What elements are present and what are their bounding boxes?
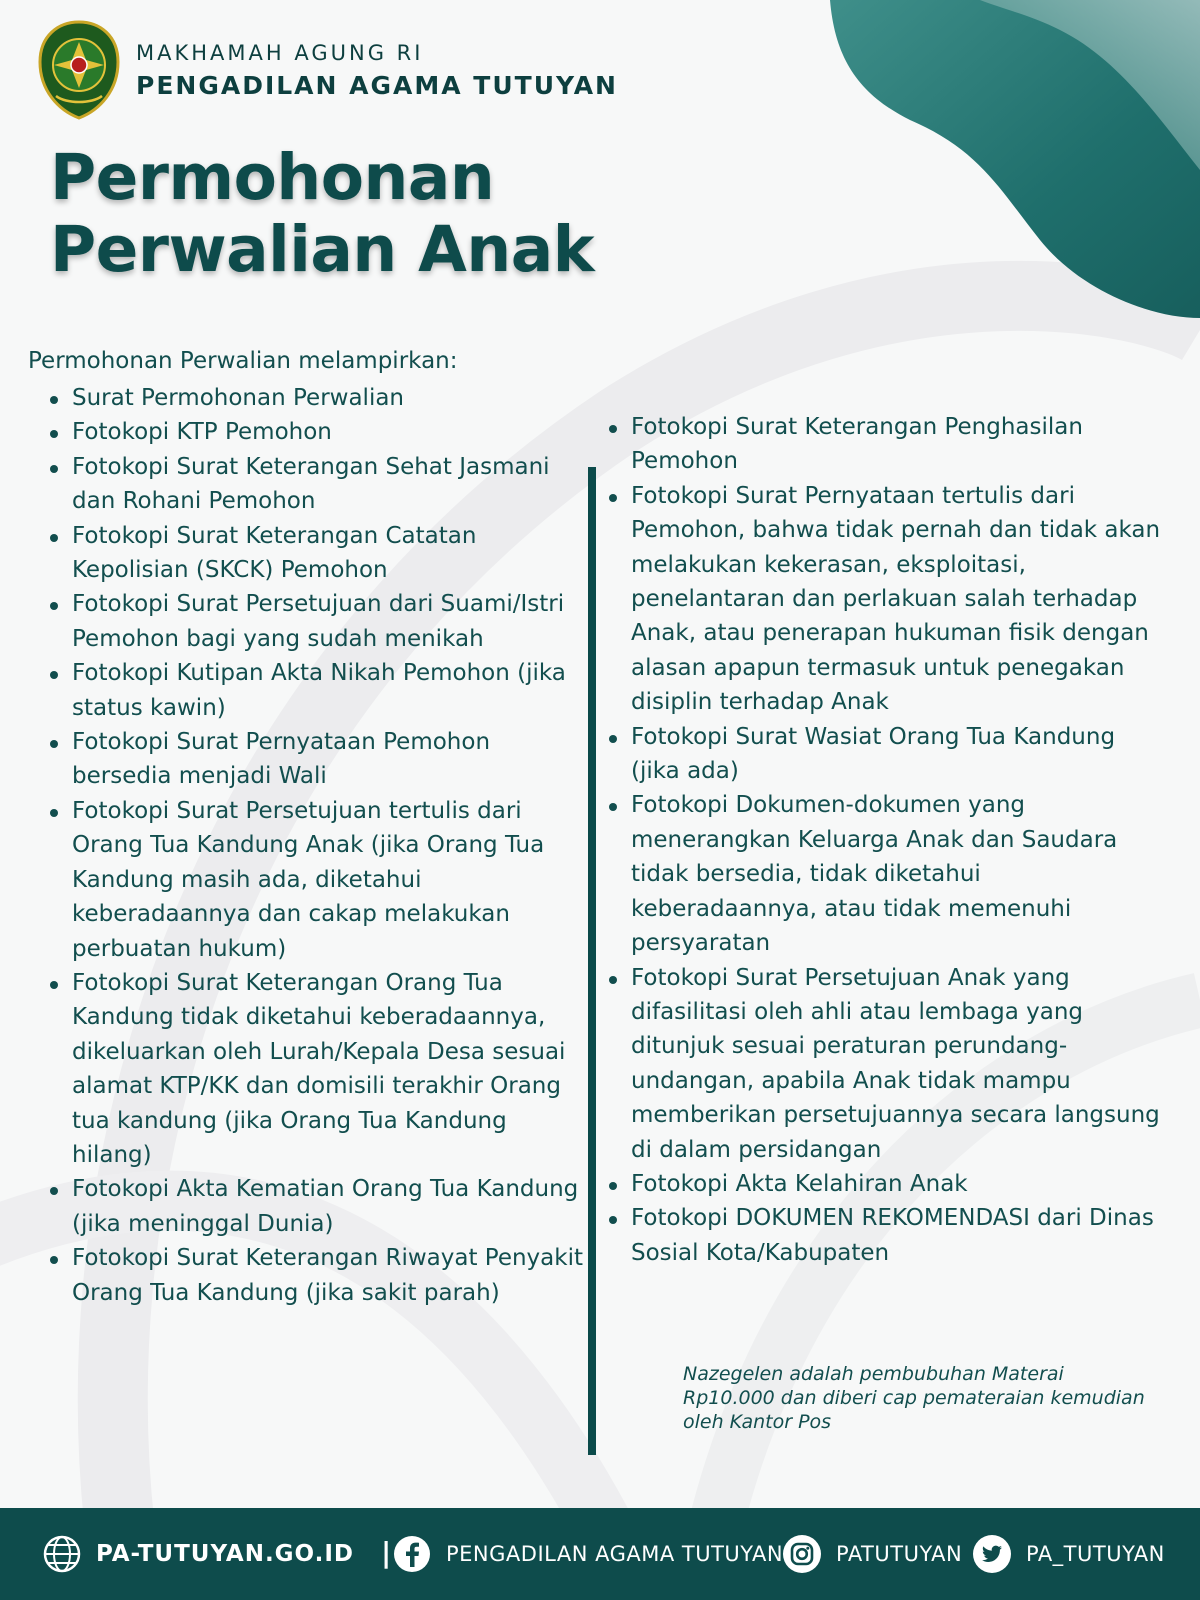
list-item-text: Fotokopi Surat Pernyataan tertulis dari Pemohon, bahwa tidak pernah dan tidak akan melakukan kekerasan, eksploitasi, penelantaran dan perlakuan salah terhadap Anak, atau penerapan hukuman fisik dengan alasan apapun termasuk untuk penegakan disiplin terhadap Anak [631, 482, 1161, 716]
list-item [28, 656, 588, 725]
bullet-icon [609, 1216, 617, 1224]
list-item-text: Fotokopi Surat Pernyataan Pemohon bersedia menjadi Wali [72, 729, 491, 790]
instagram-link[interactable] [782, 1508, 962, 1600]
list-item [28, 587, 588, 656]
bullet-icon [609, 1182, 617, 1190]
title-line-2: Perwalian Anak [50, 213, 595, 286]
bullet-icon [50, 430, 58, 438]
bullet-icon [50, 534, 58, 542]
globe-icon [42, 1534, 82, 1574]
header [38, 20, 618, 120]
footer-separator: | [381, 1536, 392, 1569]
instagram-label: PATUTUYAN [836, 1542, 963, 1566]
list-item [587, 479, 1167, 720]
bullet-icon [50, 809, 58, 817]
bullet-icon [50, 1187, 58, 1195]
website-link[interactable] [42, 1508, 354, 1600]
list-item-text: Fotokopi Kutipan Akta Nikah Pemohon (jika status kawin) [72, 660, 566, 721]
facebook-icon [392, 1534, 432, 1574]
bullet-icon [609, 803, 617, 811]
intro-text: Permohonan Perwalian melampirkan: [28, 348, 458, 374]
bullet-icon [50, 671, 58, 679]
list-item-text: Fotokopi Surat Persetujuan tertulis dari Orang Tua Kandung Anak (jika Orang Tua Kandung masih ada, diketahui keberadaannya dan cakap melakukan perbuatan hukum) [72, 797, 545, 962]
bullet-icon [609, 976, 617, 984]
list-item [28, 1241, 588, 1310]
list-item-text: Fotokopi Surat Keterangan Catatan Kepolisian (SKCK) Pemohon [72, 522, 477, 584]
list-item [587, 410, 1167, 479]
twitter-link[interactable] [972, 1508, 1165, 1600]
list-item [28, 381, 588, 415]
bullet-icon [50, 465, 58, 473]
title-line-1: Permohonan [50, 141, 495, 214]
list-item [587, 961, 1167, 1167]
list-item-text: Fotokopi DOKUMEN REKOMENDASI dari Dinas Sosial Kota/Kabupaten [631, 1205, 1154, 1266]
list-item-text: Fotokopi Surat Keterangan Sehat Jasmani dan Rohani Pemohon [72, 453, 550, 515]
list-item-text: Fotokopi Surat Persetujuan dari Suami/Istri Pemohon bagi yang sudah menikah [72, 591, 565, 652]
bullet-icon [609, 425, 617, 433]
list-item [587, 720, 1167, 789]
list-item [28, 794, 588, 966]
list-item-text: Fotokopi Surat Persetujuan Anak yang difasilitasi oleh ahli atau lembaga yang ditunjuk sesuai peraturan perundang-undangan, apabila Anak tidak mampu memberikan persetujuannya secara langsung di dalam persidangan [631, 964, 1160, 1163]
page-title [50, 142, 594, 286]
list-item-text: Fotokopi Surat Keterangan Penghasilan Pemohon [631, 414, 1083, 475]
list-item [28, 450, 588, 519]
org-name: PENGADILAN AGAMA TUTUYAN [136, 70, 618, 100]
bullet-icon [50, 396, 58, 404]
list-item-text: Fotokopi Surat Keterangan Orang Tua Kandung tidak diketahui keberadaannya, dikeluarkan oleh Lurah/Kepala Desa sesuai alamat KTP/KK dan domisili terakhir Orang tua kandung (jika Orang Tua Kandung hilang) [72, 969, 566, 1168]
list-item [587, 788, 1167, 960]
requirements-list-right [587, 410, 1167, 1270]
bullet-icon [50, 981, 58, 989]
list-item [587, 1201, 1167, 1270]
list-item-text: Fotokopi Surat Wasiat Orang Tua Kandung (jika ada) [631, 723, 1116, 785]
bullet-icon [50, 740, 58, 748]
twitter-icon [972, 1534, 1012, 1574]
list-item-text: Fotokopi Surat Keterangan Riwayat Penyakit Orang Tua Kandung (jika sakit parah) [72, 1245, 583, 1306]
bullet-icon [609, 494, 617, 502]
facebook-link[interactable] [392, 1508, 783, 1600]
footer [0, 1508, 1200, 1600]
list-item-text: Surat Permohonan Perwalian [72, 385, 405, 411]
list-item [28, 725, 588, 794]
bullet-icon [609, 735, 617, 743]
website-label: PA-TUTUYAN.GO.ID [96, 1541, 354, 1567]
list-item-text: Fotokopi Dokumen-dokumen yang menerangkan Keluarga Anak dan Saudara tidak bersedia, tidak diketahui keberadaannya, atau tidak memenuhi persyaratan [631, 792, 1118, 957]
list-item-text: Fotokopi KTP Pemohon [72, 419, 332, 446]
list-item [587, 1167, 1167, 1201]
list-item [28, 966, 588, 1172]
twitter-label: PA_TUTUYAN [1026, 1542, 1165, 1566]
list-item [28, 519, 588, 588]
list-item [28, 1172, 588, 1241]
court-emblem-icon [38, 20, 120, 120]
bullet-icon [50, 602, 58, 610]
org-parent-name: MAKHAMAH AGUNG RI [136, 40, 424, 65]
facebook-label: PENGADILAN AGAMA TUTUYAN [446, 1542, 784, 1566]
list-item [28, 415, 588, 449]
list-item-text: Fotokopi Akta Kematian Orang Tua Kandung (jika meninggal Dunia) [72, 1176, 579, 1237]
footnote: Nazegelen adalah pembubuhan Materai Rp10.000 dan diberi cap pemateraian kemudian oleh Kantor Pos [683, 1363, 1145, 1433]
corner-decoration [830, 0, 1200, 320]
bullet-icon [50, 1256, 58, 1264]
instagram-icon [782, 1534, 822, 1574]
list-item-text: Fotokopi Akta Kelahiran Anak [631, 1170, 968, 1197]
requirements-list-left [28, 381, 588, 1310]
